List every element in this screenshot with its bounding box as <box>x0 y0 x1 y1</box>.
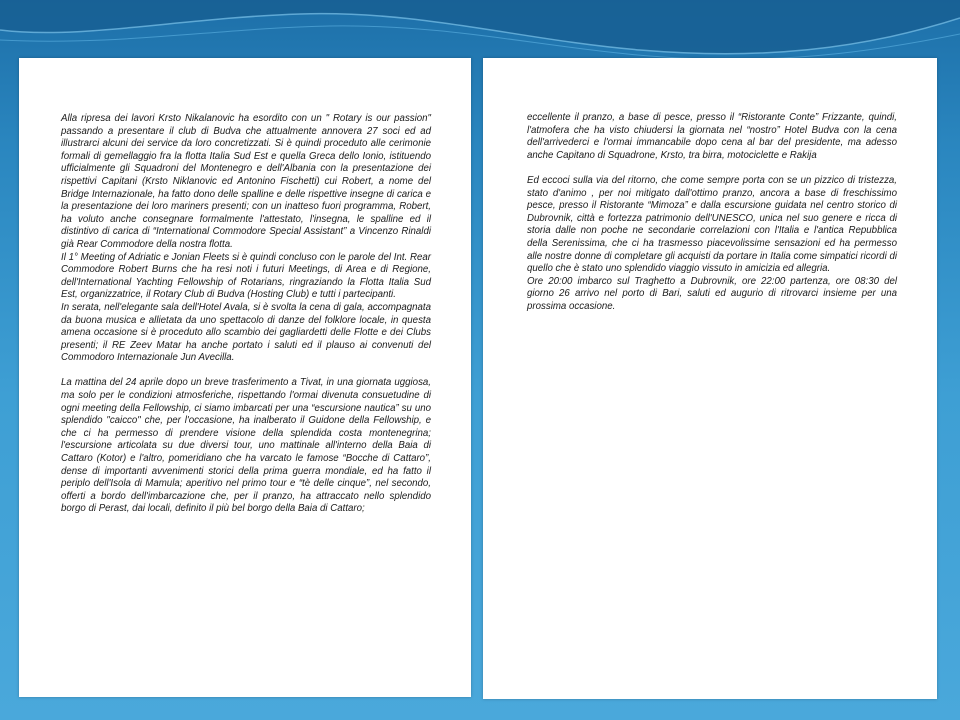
paragraph: Alla ripresa dei lavori Krsto Nikalanovic ha esordito con un " Rotary is our passion" passando a presentare il club di Budva che attualmente annovera 27 soci ed ad illustrarci alcuni dei service da loro concretizzati. Si è quindi proceduto alle cerimonie formali di gemellaggio fra la flotta Italia Sud Est e quella Greca dello Ionio, istituendo ufficialmente gli Squadroni del Montenegro e dell'Albania con la presentazione dei rispettivi Capitani (Krsto Niklanovic ed Antonino Fischetti) cui Robert, a nome del Bridge Internazionale, ha fatto dono delle spalline e delle rispettive insegne di carica e la presentazione dei loro mariners presenti; con un inatteso fuori programma, Robert, ha voluto anche consegnare formalmente l'attestato, l'insegna, le spalline ed il distintivo di carica di “International Commodore Special Assistant” a Vincenzo Rinaldi già Rear Commodore della nostra flotta. <box>61 113 431 250</box>
left-page-text <box>61 113 431 516</box>
paragraph: Ed eccoci sulla via del ritorno, che come sempre porta con se un pizzico di tristezza, stato d'animo , per noi mitigato dall'ottimo pranzo, ancora a base di freschissimo pesce, presso il Ristorante “Mimoza” e dalla escursione guidata nel centro storico di Dubrovnik, città e fortezza patrimonio dell'UNESCO, unica nel suo genere e ricca di storia dalle non poche ne secondarie correlazioni con l'Italia e l'antica Repubblica della Serenissima, che ci ha trasmesso piacevolissime sensazioni ed ha permesso alle nostre donne di completare gli acquisti da portare in Italia come simpatici ricordi di quello che è stato uno splendido viaggio vissuto in amicizia ed allegria. <box>527 174 897 275</box>
paragraph: Il 1° Meeting of Adriatic e Jonian Fleets si è quindi concluso con le parole del Int. Rear Commodore Robert Burns che ha resi noti i futuri Meetings, di Area e di Regione, dell'International Yachting Fellowship of Rotarians, ringraziando la Flotta Italia Sud Est, organizzatrice, il Rotary Club di Budva (Hosting Club) e tutti i partecipanti. <box>61 251 431 301</box>
paragraph: Ore 20:00 imbarco sul Traghetto a Dubrovnik, ore 22:00 partenza, ore 08:30 del giorno 26 arrivo nel porto di Bari, saluti ed augurio di ritrovarci insieme per una prossima occasione. <box>527 275 897 312</box>
paragraph: La mattina del 24 aprile dopo un breve trasferimento a Tivat, in una giornata uggiosa, ma solo per le condizioni atmosferiche, rispettando l'ormai divenuta consuetudine di ogni meeting della Fellowship, ci siamo imbarcati per una “escursione nautica” su uno splendido "caicco" che, per l'occasione, ha inalberato il Guidone della Fellowship, e che ci ha permesso di prendere visione della splendida costa montenegrina; l'escursione articolata su due diversi tour, uno mattinale all'interno della Baia di Cattaro (Kotor) e l'altro, pomeridiano che ha varcato le famose “Bocche di Cattaro”, dense di importanti avvenimenti storici della prima guerra mondiale, ed ha fatto il periplo dell'Isola di Mamula; aperitivo nel primo tour e “tè delle cinque”, nel secondo, offerti a bordo dell'imbarcazione che, per il pranzo, ha attraccato nello splendido borgo di Perast, dai locali, definito il più bel borgo della Baia di Cattaro; <box>61 377 431 515</box>
paragraph: eccellente il pranzo, a base di pesce, presso il “Ristorante Conte” Frizzante, quindi, l'atmofera che ha visto chiudersi la giornata nel “nostro” Hotel Budva con la cena dell'arrivederci e l'ormai immancabile dopo cena al bar del presidente, ma adesso anche Capitano di Squadrone, Krsto, tra birra, motociclette e Rakija <box>527 112 897 161</box>
right-document-page <box>483 58 937 699</box>
left-document-page <box>19 58 471 697</box>
paragraph: In serata, nell'elegante sala dell'Hotel Avala, si è svolta la cena di gala, accompagnata da buona musica e allietata da uno spettacolo di danze del folklore locale, in questa amena occasione si è proceduto allo scambio dei gagliardetti delle Flotte e dei Clubs presenti; il RE Zeev Matar ha anche portato i saluti ed il plauso ai convenuti del Commodoro Internazionale Jun Avecilla. <box>61 301 431 364</box>
right-page-text <box>527 112 897 314</box>
